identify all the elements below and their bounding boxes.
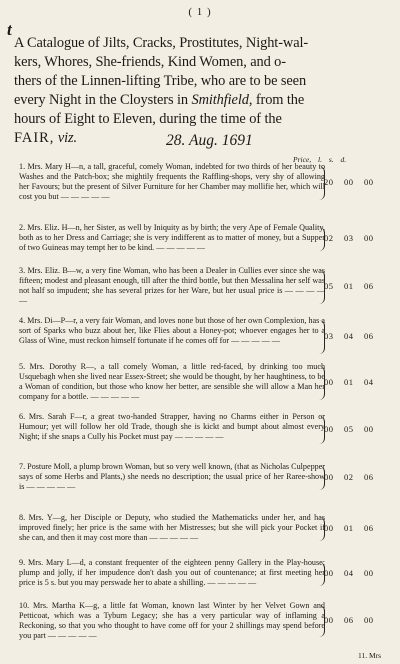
page-number: ( 1 ) [188, 6, 212, 18]
price-shillings: 04 [344, 568, 354, 578]
price-pounds: 00 [324, 615, 334, 625]
entry-text: Mrs. Sarah F—r, a great two-handed Strapper, having no Charms either in Person or Humour; yet will follow her old Trade, though she is kickt and bumpt about almost every Night; if she snaps a Cully his Pocket must pay — — — — — [19, 412, 326, 442]
entry-number: 10. [19, 601, 33, 610]
price-shillings: 03 [344, 233, 354, 243]
price-shillings: 01 [344, 281, 354, 291]
catalogue-entry [19, 223, 325, 253]
title-line-5: hours of Eight to Eleven, during the time of the [14, 111, 282, 127]
catalogue-entry [19, 601, 325, 642]
entry-text: Mrs. Mary L—d, a constant frequenter of the eighteen penny Gallery in the Play-house; plump and jolly, if her impudence don't dash you out of countenance; at first meeting her price is 5 s. but you may perswade her to abate a shilling. — — — — — [19, 558, 325, 588]
price-shillings: 04 [344, 331, 354, 341]
entry-number: 6. [19, 412, 29, 421]
title-line-3: thers of the Linnen-lifting Tribe, who are to be seen [14, 73, 307, 89]
entry-price [324, 424, 392, 434]
price-pence: 00 [364, 615, 374, 625]
entry-price [324, 377, 392, 387]
price-header: Price, l. s. d. [293, 155, 347, 164]
price-pence: 00 [364, 233, 374, 243]
document-title [14, 34, 386, 148]
price-pence: 00 [364, 424, 374, 434]
entry-text: Mrs. Dorothy R—, a tall comely Woman, a little red-faced, by drinking too much Usquebagh when she lived near Essex-Street; she would be thought, by her haughtiness, to be a Woman of condition, but those who know her better, are sensible she will allow a Man her company for a bottle. — — — — — [19, 362, 326, 402]
title-fair: FAIR, [14, 130, 55, 146]
entry-text: Mrs. Eliz. H—n, her Sister, as well by Iniquity as by birth; the very Ape of Female Quality, both as to her Dress and Carriage; she is very indifferent as to matter of money, but a Supper of two Guineas may tempt her to be kind. — — — — — [19, 223, 325, 253]
entry-number: 8. [19, 513, 29, 522]
entry-price [324, 281, 392, 291]
price-pounds: 03 [324, 331, 334, 341]
entry-price [324, 615, 392, 625]
entry-text: Mrs. Mary H—n, a tall, graceful, comely Woman, indebted for two thirds of her beauty to Washes and the Patch-box; she mightily frequents the Raffling-shops, very shy of allowing her Favours; but the present of Silver Furniture for her Chamber may mollifie her, which will cost you but — — — — — [19, 162, 326, 202]
catalogue-entry [19, 513, 325, 543]
handwritten-date: 28. Aug. 1691 [166, 132, 253, 149]
title-line-4b: , from the [248, 92, 305, 108]
price-pence: 00 [364, 177, 374, 187]
entry-price [324, 331, 392, 341]
price-shillings: 06 [344, 615, 354, 625]
entry-number: 4. [19, 316, 28, 325]
entry-price [324, 472, 392, 482]
price-shillings: 01 [344, 523, 354, 533]
entry-number: 2. [19, 223, 28, 232]
catalogue-entry [19, 558, 325, 588]
title-line-4: every Night in the Cloysters in [14, 92, 192, 108]
price-shillings: 05 [344, 424, 354, 434]
entry-number: 7. [19, 462, 28, 471]
entry-text: Mrs. Martha K—g, a little fat Woman, known last Winter by her Velvet Gown and Petticoat, which was a Tyburn Legacy; she has a very particular way of inflaming a Reckoning, so that you who thought to have come off for your 2 shillings may spend before you part — — — — — [19, 601, 325, 641]
handwritten-mark: t [7, 20, 12, 39]
catalogue-entry [19, 266, 325, 307]
entry-number: 5. [19, 362, 30, 371]
price-pounds: 00 [324, 568, 334, 578]
price-pence: 06 [364, 523, 374, 533]
entry-price [324, 233, 392, 243]
entry-price [324, 177, 392, 187]
price-shillings: 02 [344, 472, 354, 482]
entry-number: 1. [19, 162, 28, 171]
price-pence: 06 [364, 472, 374, 482]
entry-number: 3. [19, 266, 28, 275]
entry-text: Posture Moll, a plump brown Woman, but so very well known, (that as Nicholas Culpepper says of some Herbs and Plants,) she needs no description; the usual price of her Raree-show is — — — — — [19, 462, 326, 492]
title-viz: viz. [57, 130, 78, 146]
catalogue-entry [19, 412, 325, 442]
price-pounds: 05 [324, 281, 334, 291]
entry-text: Mrs. Eliz. B—w, a very fine Woman, who has been a Dealer in Cullies ever since she was fifteen; modest and pleasant enough, till after the third bottle, but then Messalina her self was not half so impudent; she has several prizes for her Ware, but her usual price is — — — — — [19, 266, 326, 306]
price-pounds: 02 [324, 233, 334, 243]
price-shillings: 01 [344, 377, 354, 387]
price-pounds: 00 [324, 523, 334, 533]
price-pounds: 00 [324, 377, 334, 387]
entry-price [324, 523, 392, 533]
price-pence: 06 [364, 281, 374, 291]
price-pence: 06 [364, 331, 374, 341]
price-pounds: 00 [324, 424, 334, 434]
entry-price [324, 568, 392, 578]
catalogue-entry [19, 162, 325, 203]
title-line-1: A Catalogue of Jilts, Cracks, Prostitutes, Night-wal- [14, 35, 309, 51]
catalogue-entry [19, 462, 325, 492]
entry-text: Mrs. Y—g, her Disciple or Deputy, who studied the Mathematicks under her, and has improved finely; her price is the same with her Mistresses; but she will pick your Pocket if she can, and then it may cost more than — — — — — [19, 513, 326, 543]
title-line-2: kers, Whores, She-friends, Kind Women, and o- [14, 54, 286, 70]
price-pence: 04 [364, 377, 374, 387]
price-shillings: 00 [344, 177, 354, 187]
catalogue-entry [19, 362, 325, 403]
entry-number: 9. [19, 558, 29, 567]
entry-text: Mrs. Di—P—r, a very fair Woman, and loves none but those of her own Complexion, has a sort of Sparks who buzz about her, like Flies about a Honey-pot; whoever engages her to a Glass of Wine, must reckon himself fortunate if he comes off for — — — — — [19, 316, 326, 346]
catalogue-entry [19, 316, 325, 346]
price-pence: 00 [364, 568, 374, 578]
title-place: Smithfield [191, 92, 249, 108]
price-pounds: 20 [324, 177, 334, 187]
price-pounds: 00 [324, 472, 334, 482]
catchword: 11. Mrs [358, 651, 382, 660]
